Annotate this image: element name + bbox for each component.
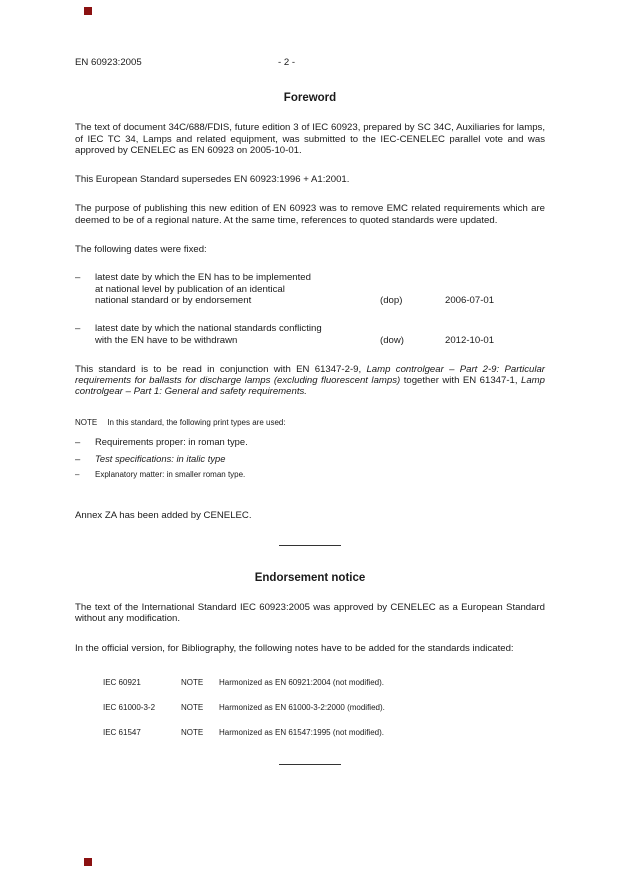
date-value-dow: 2012-10-01 xyxy=(445,334,495,346)
date-item-dop xyxy=(75,272,545,306)
list-dash: – xyxy=(75,469,80,479)
date-item-text xyxy=(95,323,380,346)
divider-rule xyxy=(279,764,341,765)
text-segment: together with EN 61347-1, xyxy=(400,375,521,387)
date-item-text xyxy=(95,272,380,306)
foreword-title: Foreword xyxy=(283,92,337,105)
date-value-dop: 2006-07-01 xyxy=(445,294,495,306)
standard-code: IEC 60921 xyxy=(103,677,141,687)
endorsement-title: Endorsement notice xyxy=(254,572,366,585)
note-item-small xyxy=(75,470,545,480)
scan-mark-bottom xyxy=(84,858,92,866)
foreword-paragraph-2: This European Standard supersedes EN 60923:1996 + A1:2001. xyxy=(75,174,350,186)
note-item-text: Test specifications: in italic type xyxy=(95,452,226,464)
document-reference: EN 60923:2005 xyxy=(75,57,142,68)
text-segment: This standard is to be read in conjunction with EN 61347-2-9, xyxy=(75,363,367,375)
harmonization-text: Harmonized as EN 61000-3-2:2000 (modified). xyxy=(219,702,385,712)
foreword-paragraph-3: The purpose of publishing this new edition of EN 60923 was to remove EMC related requirements which are deemed to be of a regional nature. At the same time, references to quoted standards were updated. xyxy=(75,203,545,226)
harmonization-text: Harmonized as EN 61547:1995 (not modified). xyxy=(219,727,384,737)
date-item-line: latest date by which the EN has to be implemented xyxy=(95,272,311,284)
standards-table xyxy=(103,678,545,738)
date-label-dop: (dop) xyxy=(380,294,403,306)
endorsement-paragraph-1: The text of the International Standard IEC 60923:2005 was approved by CENELEC as a European Standard without any modification. xyxy=(75,602,545,625)
date-item-line: national standard or by endorsement xyxy=(95,294,252,306)
note-label: NOTE xyxy=(181,677,204,687)
italic-text-segment: Lamp controlgear – Part 2-9: Particular requirements for ballasts for discharge lamps (excluding fluorescent lamps) xyxy=(75,363,545,387)
date-label-dow: (dow) xyxy=(380,334,404,346)
note-item-italic xyxy=(75,453,545,464)
list-dash: – xyxy=(75,435,81,447)
note-label: NOTE xyxy=(75,417,98,427)
note-label: NOTE xyxy=(181,702,204,712)
standard-code: IEC 61547 xyxy=(103,727,141,737)
endorsement-paragraph-2: In the official version, for Bibliography, the following notes have to be added for the standards indicated: xyxy=(75,642,514,654)
date-item-line: with the EN have to be withdrawn xyxy=(95,334,238,346)
date-item-line: at national level by publication of an identical xyxy=(95,283,285,295)
date-item-dow xyxy=(75,323,545,346)
conjunction-paragraph xyxy=(75,364,545,398)
note-intro xyxy=(75,418,545,428)
list-dash: – xyxy=(75,452,81,464)
table-row xyxy=(103,728,545,738)
note-item-text: Requirements proper: in roman type. xyxy=(95,435,248,447)
foreword-paragraph-1: The text of document 34C/688/FDIS, future edition 3 of IEC 60923, prepared by SC 34C, Auxiliaries for lamps, of IEC TC 34, Lamps and related equipment, was submitted to the IEC-CENELEC parallel vote and was approved by CENELEC as EN 60923 on 2005-10-01. xyxy=(75,122,545,156)
table-row xyxy=(103,678,545,688)
note-label: NOTE xyxy=(181,727,204,737)
page-content xyxy=(75,0,545,765)
standard-code: IEC 61000-3-2 xyxy=(103,702,156,712)
page-header xyxy=(75,57,545,68)
note-item-text: Explanatory matter: in smaller roman type. xyxy=(95,469,246,479)
annex-note: Annex ZA has been added by CENELEC. xyxy=(75,509,252,521)
list-dash: – xyxy=(75,323,81,335)
list-dash: – xyxy=(75,272,81,284)
italic-text-segment: Lamp controlgear – Part 1: General and safety requirements. xyxy=(75,375,545,398)
table-row xyxy=(103,703,545,713)
note-intro-text: In this standard, the following print types are used: xyxy=(107,417,286,427)
harmonization-text: Harmonized as EN 60921:2004 (not modified). xyxy=(219,677,384,687)
note-item-roman xyxy=(75,436,545,447)
page-number: - 2 - xyxy=(278,57,296,68)
dates-intro: The following dates were fixed: xyxy=(75,244,207,256)
divider-rule xyxy=(279,545,341,546)
date-item-line: latest date by which the national standards conflicting xyxy=(95,323,322,335)
